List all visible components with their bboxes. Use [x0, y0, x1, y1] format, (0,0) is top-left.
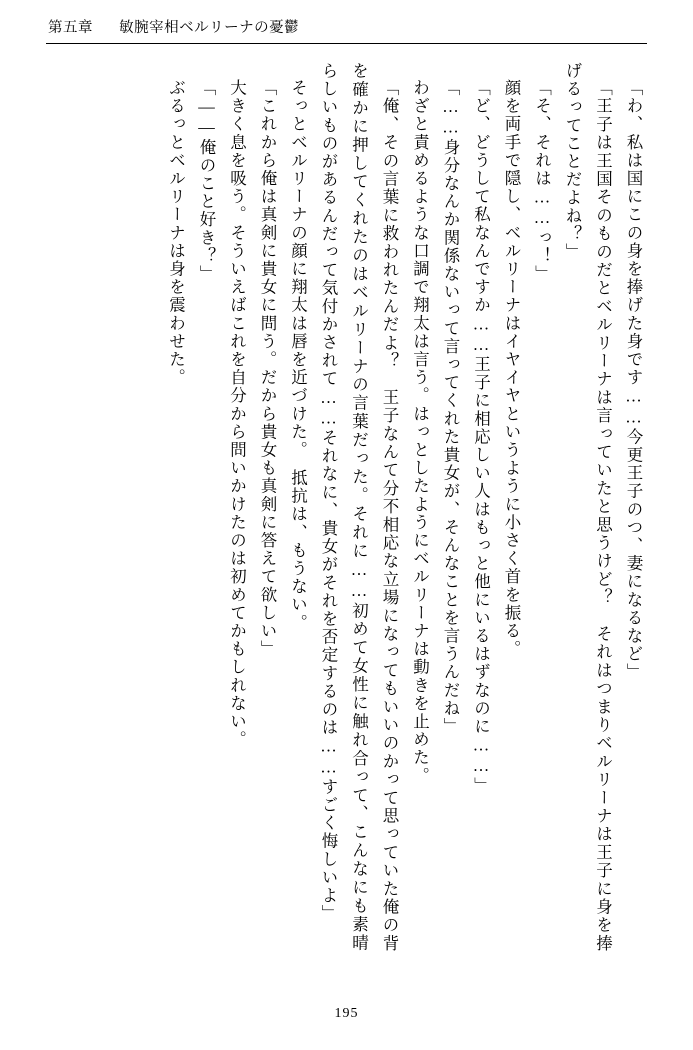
paragraph: 「そ、それは……っ！」: [532, 78, 552, 283]
paragraph: 顔を両手で隠し、ベルリーナはイヤイヤというように小さく首を振る。: [502, 78, 521, 658]
chapter-title: 敏腕宰相ベルリーナの憂鬱: [119, 20, 300, 36]
paragraph: ぶるっとベルリーナは身を震わせた。: [166, 78, 186, 387]
paragraph: 「わ、私は国にこの身を捧げた身です……今更王子のつ、妻になるなど」: [624, 78, 643, 681]
paragraph: 「……身分なんか関係ないって言ってくれた貴女が、そんなことを言うんだね」: [441, 78, 460, 736]
paragraph: そっとベルリーナの顔に翔太は唇を近づけた。 抵抗は、もうない。: [288, 78, 308, 632]
paragraph: わざと責めるような口調で翔太は言う。はっとしたようにベルリーナは動きを止めた。: [410, 78, 430, 785]
page-number: 195: [334, 1006, 359, 1021]
paragraph: 「俺、その言葉に救われたんだよ？ 王子なんて分不相応な立場になってもいいのかって思っていた俺の背を確かに押してくれたのはベルリーナの言葉だった。それに……初めて女性に触れ合って、こんなにも素晴らしいものがあるんだって気付かされて……それなに、貴女がそれを否定するのは……すごく悔しいよ」: [319, 62, 399, 952]
chapter-number: 第五章: [48, 20, 93, 36]
paragraph: 「ど、どうして私なんですか……王子に相応しい人はもっと他にいるはずなのに……」: [471, 78, 491, 795]
paragraph: 「王子は王国そのものだとベルリーナは言っていたと思うけど？ それはつまりベルリーナは王子に身を捧げるってことだよね？」: [563, 62, 613, 952]
header-divider: [46, 43, 647, 44]
vertical-text-column: [160, 62, 648, 952]
paragraph: 「――俺のこと好き？」: [197, 78, 216, 283]
paragraph: 「これから俺は真剣に貴女に問う。だから貴女も真剣に答えて欲しい」: [258, 78, 277, 658]
running-header: [48, 16, 645, 42]
paragraph: 大きく息を吸う。そういえばこれを自分から問いかけたのは初めてかもしれない。: [227, 78, 247, 749]
page-body: [48, 62, 648, 962]
